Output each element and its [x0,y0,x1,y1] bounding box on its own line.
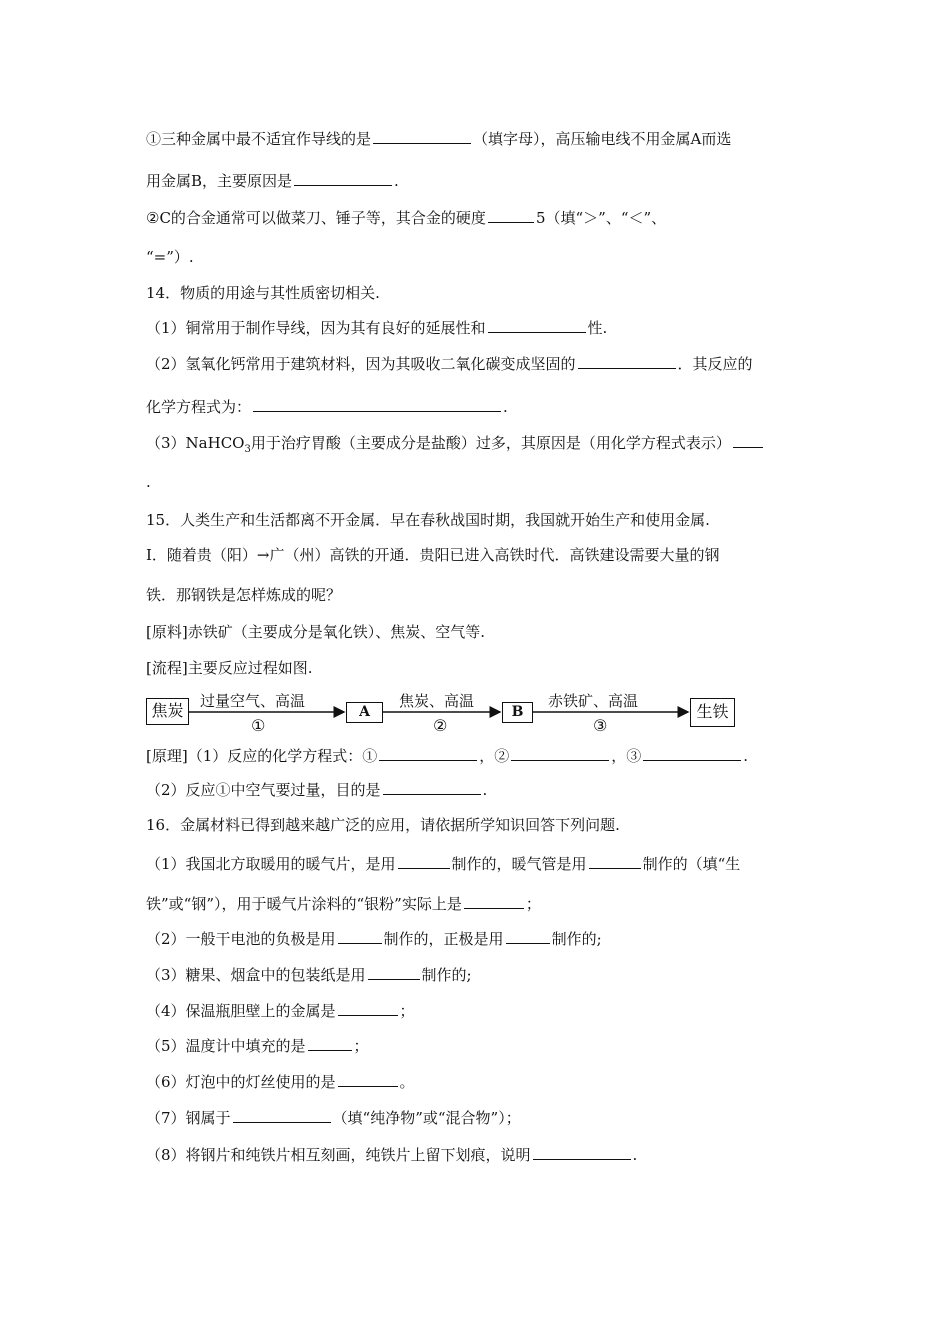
q13-line4: “=”）. [146,248,194,266]
answer-blank[interactable] [506,928,550,944]
q14-part3 [146,432,765,453]
q13-text: . [394,172,399,190]
q14-text: （3）NaHCO [146,434,245,452]
q16-text: 。 [399,1073,415,1091]
q13-line2 [146,170,399,191]
q13-text: ②C的合金通常可以做菜刀、锤子等，其合金的硬度 [146,209,486,227]
q14-text: . [503,398,508,416]
q16-part7 [146,1107,521,1128]
q16-text: 制作的，暖气管是用 [451,855,587,873]
answer-blank[interactable] [373,128,471,144]
q16-text: （8）将钢片和纯铁片相互刻画，纯铁片上留下划痕，说明 [146,1146,531,1164]
q16-text: 制作的; [551,930,602,948]
answer-blank[interactable] [533,1144,631,1160]
answer-blank[interactable] [294,170,392,186]
box-b: B [502,702,533,723]
q14-text: （2）氢氧化钙常用于建筑材料，因为其吸收二氧化碳变成坚固的 [146,355,576,373]
q16-text: （3）糖果、烟盒中的包装纸是用 [146,966,366,984]
answer-blank[interactable] [643,745,741,761]
q16-part1 [146,853,740,874]
q16-text: （6）灯泡中的灯丝使用的是 [146,1073,336,1091]
box-coke: 焦炭 [146,698,189,725]
answer-blank[interactable] [398,853,450,869]
q16-text: ； [525,895,541,913]
q16-text: （1）我国北方取暖用的暖气片，是用 [146,855,396,873]
step2-number: ② [433,716,448,735]
q16-text: 制作的; [421,966,472,984]
q14-text: 用于治疗胃酸（主要成分是盐酸）过多，其原因是（用化学方程式表示） [250,434,731,452]
q13-text: 用金属B，主要原因是 [146,172,293,190]
q16-part6 [146,1071,415,1092]
q16-text: （填“纯净物”或“混合物”）； [332,1109,521,1127]
q13-line1 [146,128,731,149]
answer-blank[interactable] [308,1035,352,1051]
answer-blank[interactable] [383,779,481,795]
box-a: A [346,702,383,723]
answer-blank[interactable] [578,353,676,369]
box-pig-iron: 生铁 [690,698,735,727]
q16-part4 [146,1000,415,1021]
q16-text: 制作的，正极是用 [383,930,504,948]
answer-blank[interactable] [253,396,501,412]
q15-text: （2）反应①中空气要过量，目的是 [146,781,381,799]
q14-text: 化学方程式为： [146,398,252,416]
step2-label: 焦炭、高温 [399,692,475,710]
q15-text: [原理]（1）反应的化学方程式：① [146,747,378,765]
answer-blank[interactable] [488,317,586,333]
answer-blank[interactable] [338,928,382,944]
q15-principle [146,745,748,766]
answer-blank[interactable] [511,745,609,761]
q14-part2-equation [146,396,508,417]
q16-text: （7）钢属于 [146,1109,231,1127]
q15-material: [原料]赤铁矿（主要成分是氧化铁）、焦炭、空气等. [146,623,485,641]
q15-text: ，② [479,747,510,765]
q14-part3-end: . [146,473,151,491]
answer-blank[interactable] [733,432,763,448]
q15-text: ，③ [611,747,642,765]
q15-text: . [743,747,749,765]
answer-blank[interactable] [488,207,534,223]
q15-text: . [482,781,488,799]
answer-blank[interactable] [338,1000,398,1016]
q16-text: （5）温度计中填充的是 [146,1037,306,1055]
answer-blank[interactable] [379,745,477,761]
step1-number: ① [251,716,266,735]
step3-label: 赤铁矿、高温 [548,692,639,710]
step3-number: ③ [593,716,608,735]
q15-intro-line1: Ⅰ．随着贵（阳）→广（州）高铁的开通．贵阳已进入高铁时代．高铁建设需要大量的钢 [146,546,720,564]
q13-line3 [146,207,666,228]
q15-process: [流程]主要反应过程如图. [146,659,313,677]
q14-part1 [146,317,607,338]
q16-text: ； [353,1037,369,1055]
q14-text: （1）铜常用于制作导线，因为其有良好的延展性和 [146,319,486,337]
q14-text: ．其反应的 [677,355,753,373]
q16-part1-cont [146,893,541,914]
q16-title: 16．金属材料已得到越来越广泛的应用，请依据所学知识回答下列问题. [146,816,620,834]
q13-text: （填字母），高压输电线不用金属A而选 [473,130,732,148]
q15-intro-line2: 铁．那钢铁是怎样炼成的呢？ [146,586,342,604]
answer-blank[interactable] [233,1107,331,1123]
q16-text: （2）一般干电池的负极是用 [146,930,336,948]
subscript: 3 [244,444,251,455]
q16-part8 [146,1144,637,1165]
answer-blank[interactable] [338,1071,398,1087]
q14-title: 14．物质的用途与其性质密切相关. [146,284,380,302]
q16-part3 [146,964,472,985]
q13-text: 5（填“＞”、“＜”、 [535,209,667,227]
q16-text: ； [399,1002,415,1020]
q14-part2 [146,353,753,374]
q13-text: ①三种金属中最不适宜作导线的是 [146,130,372,148]
q16-text: 铁”或“钢”），用于暖气片涂料的“银粉”实际上是 [146,895,462,913]
q16-text: . [632,1146,638,1164]
q14-text: 性. [587,319,608,337]
answer-blank[interactable] [464,893,524,909]
q16-part5 [146,1035,369,1056]
q15-title: 15．人类生产和生活都离不开金属．早在春秋战国时期，我国就开始生产和使用金属. [146,511,710,529]
step1-label: 过量空气、高温 [200,692,306,710]
q16-text: 制作的（填“生 [642,855,741,873]
q15-part2 [146,779,487,800]
q16-part2 [146,928,602,949]
answer-blank[interactable] [589,853,641,869]
answer-blank[interactable] [368,964,420,980]
q16-text: （4）保温瓶胆壁上的金属是 [146,1002,336,1020]
